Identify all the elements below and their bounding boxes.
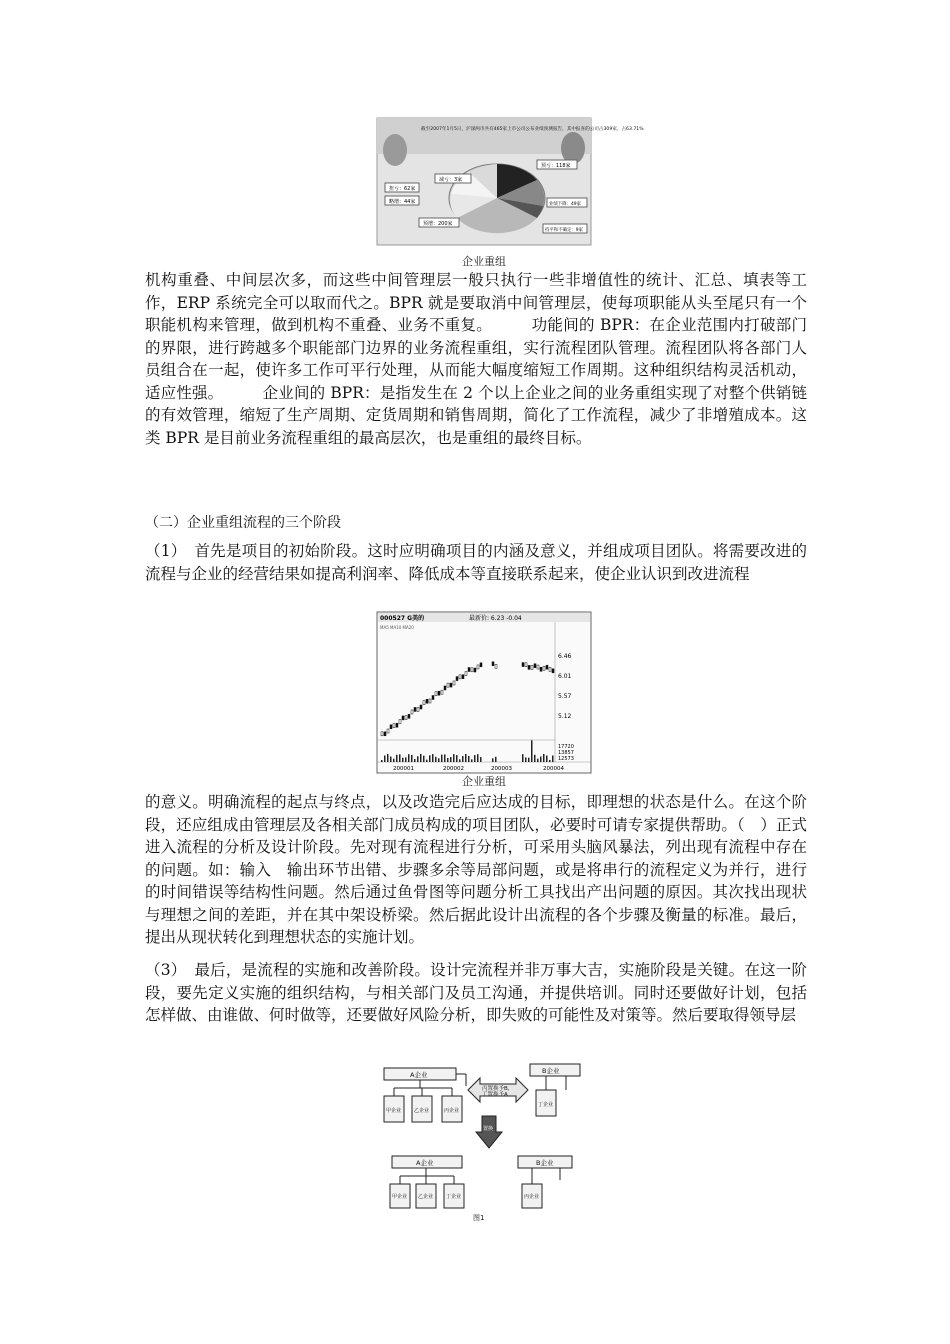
stock-chart-svg — [377, 612, 591, 773]
figure-restructuring-diagram — [370, 1060, 590, 1222]
volume-bar — [453, 754, 455, 762]
volume-bar — [441, 755, 443, 762]
candlestick — [414, 707, 416, 711]
candlestick — [432, 696, 434, 700]
stock-price-label: 最新价: 6.23 -0.04 — [469, 615, 522, 622]
ding-label-top: 丁企业 — [538, 1102, 554, 1108]
b-company-label-bottom: B企业 — [536, 1159, 554, 1167]
volume-bar — [525, 757, 527, 762]
candlestick — [435, 692, 437, 696]
candlestick — [402, 716, 404, 720]
candlestick — [525, 663, 527, 667]
paragraph-3: 的意义。明确流程的起点与终点，以及改造完后应达成的目标，即理想的状态是什么。在这个阶段，还应组成由管理层及各相关部门成员构成的项目团队，必要时可请专家提供帮助。（ ）正式进入流程的分析及设计阶段。先对现有流程进行分析，可采用头脑风暴法，列出现有流程中存在的问题。如：输入 输出环节出错、步骤多余等局部问题，或是将串行的流程定义为并行，进行的时间错误等结构性问题。然后通过鱼骨图等问题分析工具找出产出问题的原因。其次找出现状与理想之间的差距，并在其中架设桥梁。然后据此设计出流程的各个步骤及衡量的标准。最后，提出从现状转化到理想状态的实施计划。 — [145, 793, 807, 946]
label-yujian: 预亏：118家 — [541, 163, 571, 169]
a-company-label-bottom: A企业 — [416, 1159, 434, 1167]
vol-tick-2: 13857 — [558, 750, 574, 756]
volume-bar — [456, 755, 458, 762]
candlestick — [393, 724, 395, 728]
yi-label-bottom: 乙企业 — [418, 1194, 434, 1200]
volume-bar — [387, 754, 389, 762]
candlestick — [417, 707, 419, 711]
candlestick — [441, 690, 443, 694]
candlestick — [438, 691, 440, 695]
candlestick — [495, 664, 497, 668]
candlestick — [450, 683, 452, 687]
price-tick-3: 5.57 — [558, 693, 572, 700]
date-tick-1: 200001 — [393, 766, 414, 772]
candlestick — [480, 663, 482, 667]
volume-bar — [429, 755, 431, 762]
volume-bar — [531, 740, 533, 762]
candlestick — [531, 665, 533, 669]
candlestick — [426, 699, 428, 703]
volume-bar — [390, 757, 392, 762]
ma-label: MA5 MA10 MA20 — [380, 625, 414, 630]
volume-bar — [381, 760, 383, 762]
bing-label-top: 丙企业 — [444, 1108, 460, 1114]
candlestick — [396, 723, 398, 727]
volume-bar — [492, 758, 494, 762]
volume-bar — [444, 754, 446, 762]
b-company-label-top: B企业 — [542, 1067, 560, 1075]
mascot-right-icon — [561, 132, 585, 164]
volume-bar — [450, 757, 452, 762]
volume-bar — [393, 759, 395, 762]
volume-bar — [411, 755, 413, 762]
volume-bar — [468, 756, 470, 762]
candlestick — [492, 662, 494, 666]
volume-bar — [414, 759, 416, 762]
candlestick — [549, 667, 551, 671]
candlestick — [528, 665, 530, 669]
label-chiping: 持平和不确定：9家 — [545, 228, 583, 233]
volume-bar — [543, 754, 545, 762]
volume-bar — [474, 755, 476, 762]
restructuring-diagram-svg — [370, 1060, 590, 1222]
candlestick — [423, 701, 425, 705]
candlestick — [453, 681, 455, 685]
volume-bar — [528, 758, 530, 762]
candlestick — [546, 665, 548, 669]
candlestick — [429, 699, 431, 703]
candlestick — [444, 686, 446, 690]
vol-tick-3: 12573 — [558, 756, 574, 762]
candlestick — [399, 719, 401, 723]
volume-bar — [459, 759, 461, 762]
price-tick-1: 6.46 — [558, 653, 572, 660]
label-lvekang: 略增：44家 — [389, 199, 416, 205]
candlestick — [540, 667, 542, 671]
candlestick — [534, 664, 536, 668]
mascot-left-icon — [383, 134, 407, 166]
candlestick — [390, 725, 392, 729]
paragraph-2: （1） 首先是项目的初始阶段。这时应明确项目的内涵及意义，并组成项目团队。将需要改进的流程与企业的经营结果如提高利润率、降低成本等直接联系起来，使企业认识到改进流程 — [145, 542, 807, 583]
volume-bar — [522, 754, 524, 762]
date-tick-2: 200002 — [443, 766, 464, 772]
ding-label-bottom: 丁企业 — [446, 1194, 462, 1200]
volume-bar — [438, 758, 440, 762]
price-tick-2: 6.01 — [558, 673, 572, 680]
date-tick-3: 200003 — [491, 766, 512, 772]
volume-bar — [399, 754, 401, 762]
figure3-caption: 图1 — [473, 1214, 485, 1222]
candlestick — [462, 675, 464, 679]
candlestick — [552, 669, 554, 673]
volume-bar — [534, 755, 536, 762]
volume-bar — [426, 760, 428, 762]
volume-bar — [432, 754, 434, 762]
infographic-headline: 截至2007年1月5日，沪深两市共有465家上市公司公布业绩预测报告，其中报喜的公司占309家，占63.71% — [421, 127, 644, 132]
figure1-caption: 企业重组 — [462, 255, 506, 268]
candlestick — [405, 716, 407, 720]
volume-bar — [537, 759, 539, 762]
yi-label-top: 乙企业 — [414, 1108, 430, 1114]
volume-bar — [552, 756, 554, 762]
jia-label-bottom: 甲企业 — [392, 1194, 408, 1200]
volume-bar — [402, 758, 404, 762]
volume-bar — [384, 756, 386, 762]
candlestick — [522, 663, 524, 667]
candlestick — [387, 729, 389, 733]
paragraph-4: （3） 最后，是流程的实施和改善阶段。设计完流程并非万事大吉，实施阶段是关键。在这一阶段，要先定义实施的组织结构，与相关部门及员工沟通，并提供培训。同时还要做好计划，包括怎样做、由谁做、何时做等，还要做好风险分析，即失败的可能性及对策等。然后要取得领导层 — [145, 961, 807, 1024]
stock-code: 000527 G美的 — [380, 615, 425, 622]
candlestick — [456, 677, 458, 681]
volume-bar — [471, 759, 473, 762]
candlestick — [384, 732, 386, 736]
label-niukui: 扭亏：62家 — [389, 186, 416, 192]
volume-bar — [447, 758, 449, 762]
label-yuzeng: 预增：200家 — [423, 221, 453, 227]
vol-tick-1: 17720 — [558, 744, 574, 750]
volume-bar — [546, 756, 548, 762]
volume-bar — [405, 757, 407, 762]
candlestick — [537, 665, 539, 669]
exchange-line2: 丁置换予A — [482, 1092, 508, 1098]
exchange-line1: 丙置换予B， — [482, 1086, 514, 1092]
candlestick — [468, 668, 470, 672]
section-heading-2: （二）企业重组流程的三个阶段 — [145, 515, 341, 531]
figure-stock-chart — [377, 612, 591, 773]
a-company-label-top: A企业 — [410, 1071, 428, 1079]
volume-bar — [417, 756, 419, 762]
volume-bar — [477, 754, 479, 762]
candlestick — [471, 668, 473, 672]
candlestick — [420, 705, 422, 709]
volume-bar — [420, 754, 422, 762]
volume-bar — [396, 755, 398, 762]
volume-bar — [408, 754, 410, 762]
volume-bar — [495, 757, 497, 762]
candlestick — [411, 710, 413, 714]
jia-label-top: 甲企业 — [386, 1108, 402, 1114]
price-tick-4: 5.12 — [558, 713, 572, 720]
volume-bar — [540, 757, 542, 762]
candlestick — [474, 668, 476, 672]
paragraph-1: 机构重叠、中间层次多，而这些中间管理层一般只执行一些非增值性的统计、汇总、填表等工作，ERP 系统完全可以取而代之。BPR 就是要取消中间管理层，使每项职能从头至尾只有一个职能机构来管理，做到机构不重叠、业务不重复。 功能间的 BPR：在企业范围内打破部门的界限，进行跨越多个职能部门边界的业务流程重组，实行流程团队管理。流程团队将各部门人员组合在一起，使许多工作可平行处理，从而能大幅度缩短工作周期。这种组织结构灵活机动，适应性强。 企业间的 BPR：是指发生在 2 个以上企业之间的业务重组实现了对整个供销链的有效管理，缩短了生产周期、定货周期和销售周期，简化了工作流程，减少了非增殖成本。这类 BPR 是目前业务流程重组的最高层次，也是重组的最终目标。 — [145, 271, 807, 447]
label-jiankui: 减亏：3家 — [439, 177, 463, 183]
candlestick — [447, 683, 449, 687]
volume-bar — [480, 757, 482, 762]
volume-bar — [549, 760, 551, 762]
candlestick — [408, 714, 410, 718]
candlestick — [477, 665, 479, 669]
label-xiajiang: 业绩下降：49家 — [549, 202, 581, 207]
figure2-caption: 企业重组 — [462, 775, 506, 788]
swap-label: 置换 — [483, 1126, 494, 1132]
pie-infographic-svg — [377, 118, 644, 245]
swap-down-arrow — [476, 1116, 502, 1148]
date-tick-4: 200004 — [543, 766, 564, 772]
candlestick — [543, 666, 545, 670]
volume-bar — [435, 757, 437, 762]
volume-bar — [423, 756, 425, 762]
bing-label-bottom: 丙企业 — [524, 1194, 540, 1200]
figure-pie-infographic — [377, 118, 644, 245]
candlestick — [459, 675, 461, 679]
candlestick — [381, 732, 383, 736]
volume-bar — [465, 754, 467, 762]
candlestick — [465, 672, 467, 676]
volume-bar — [462, 756, 464, 762]
